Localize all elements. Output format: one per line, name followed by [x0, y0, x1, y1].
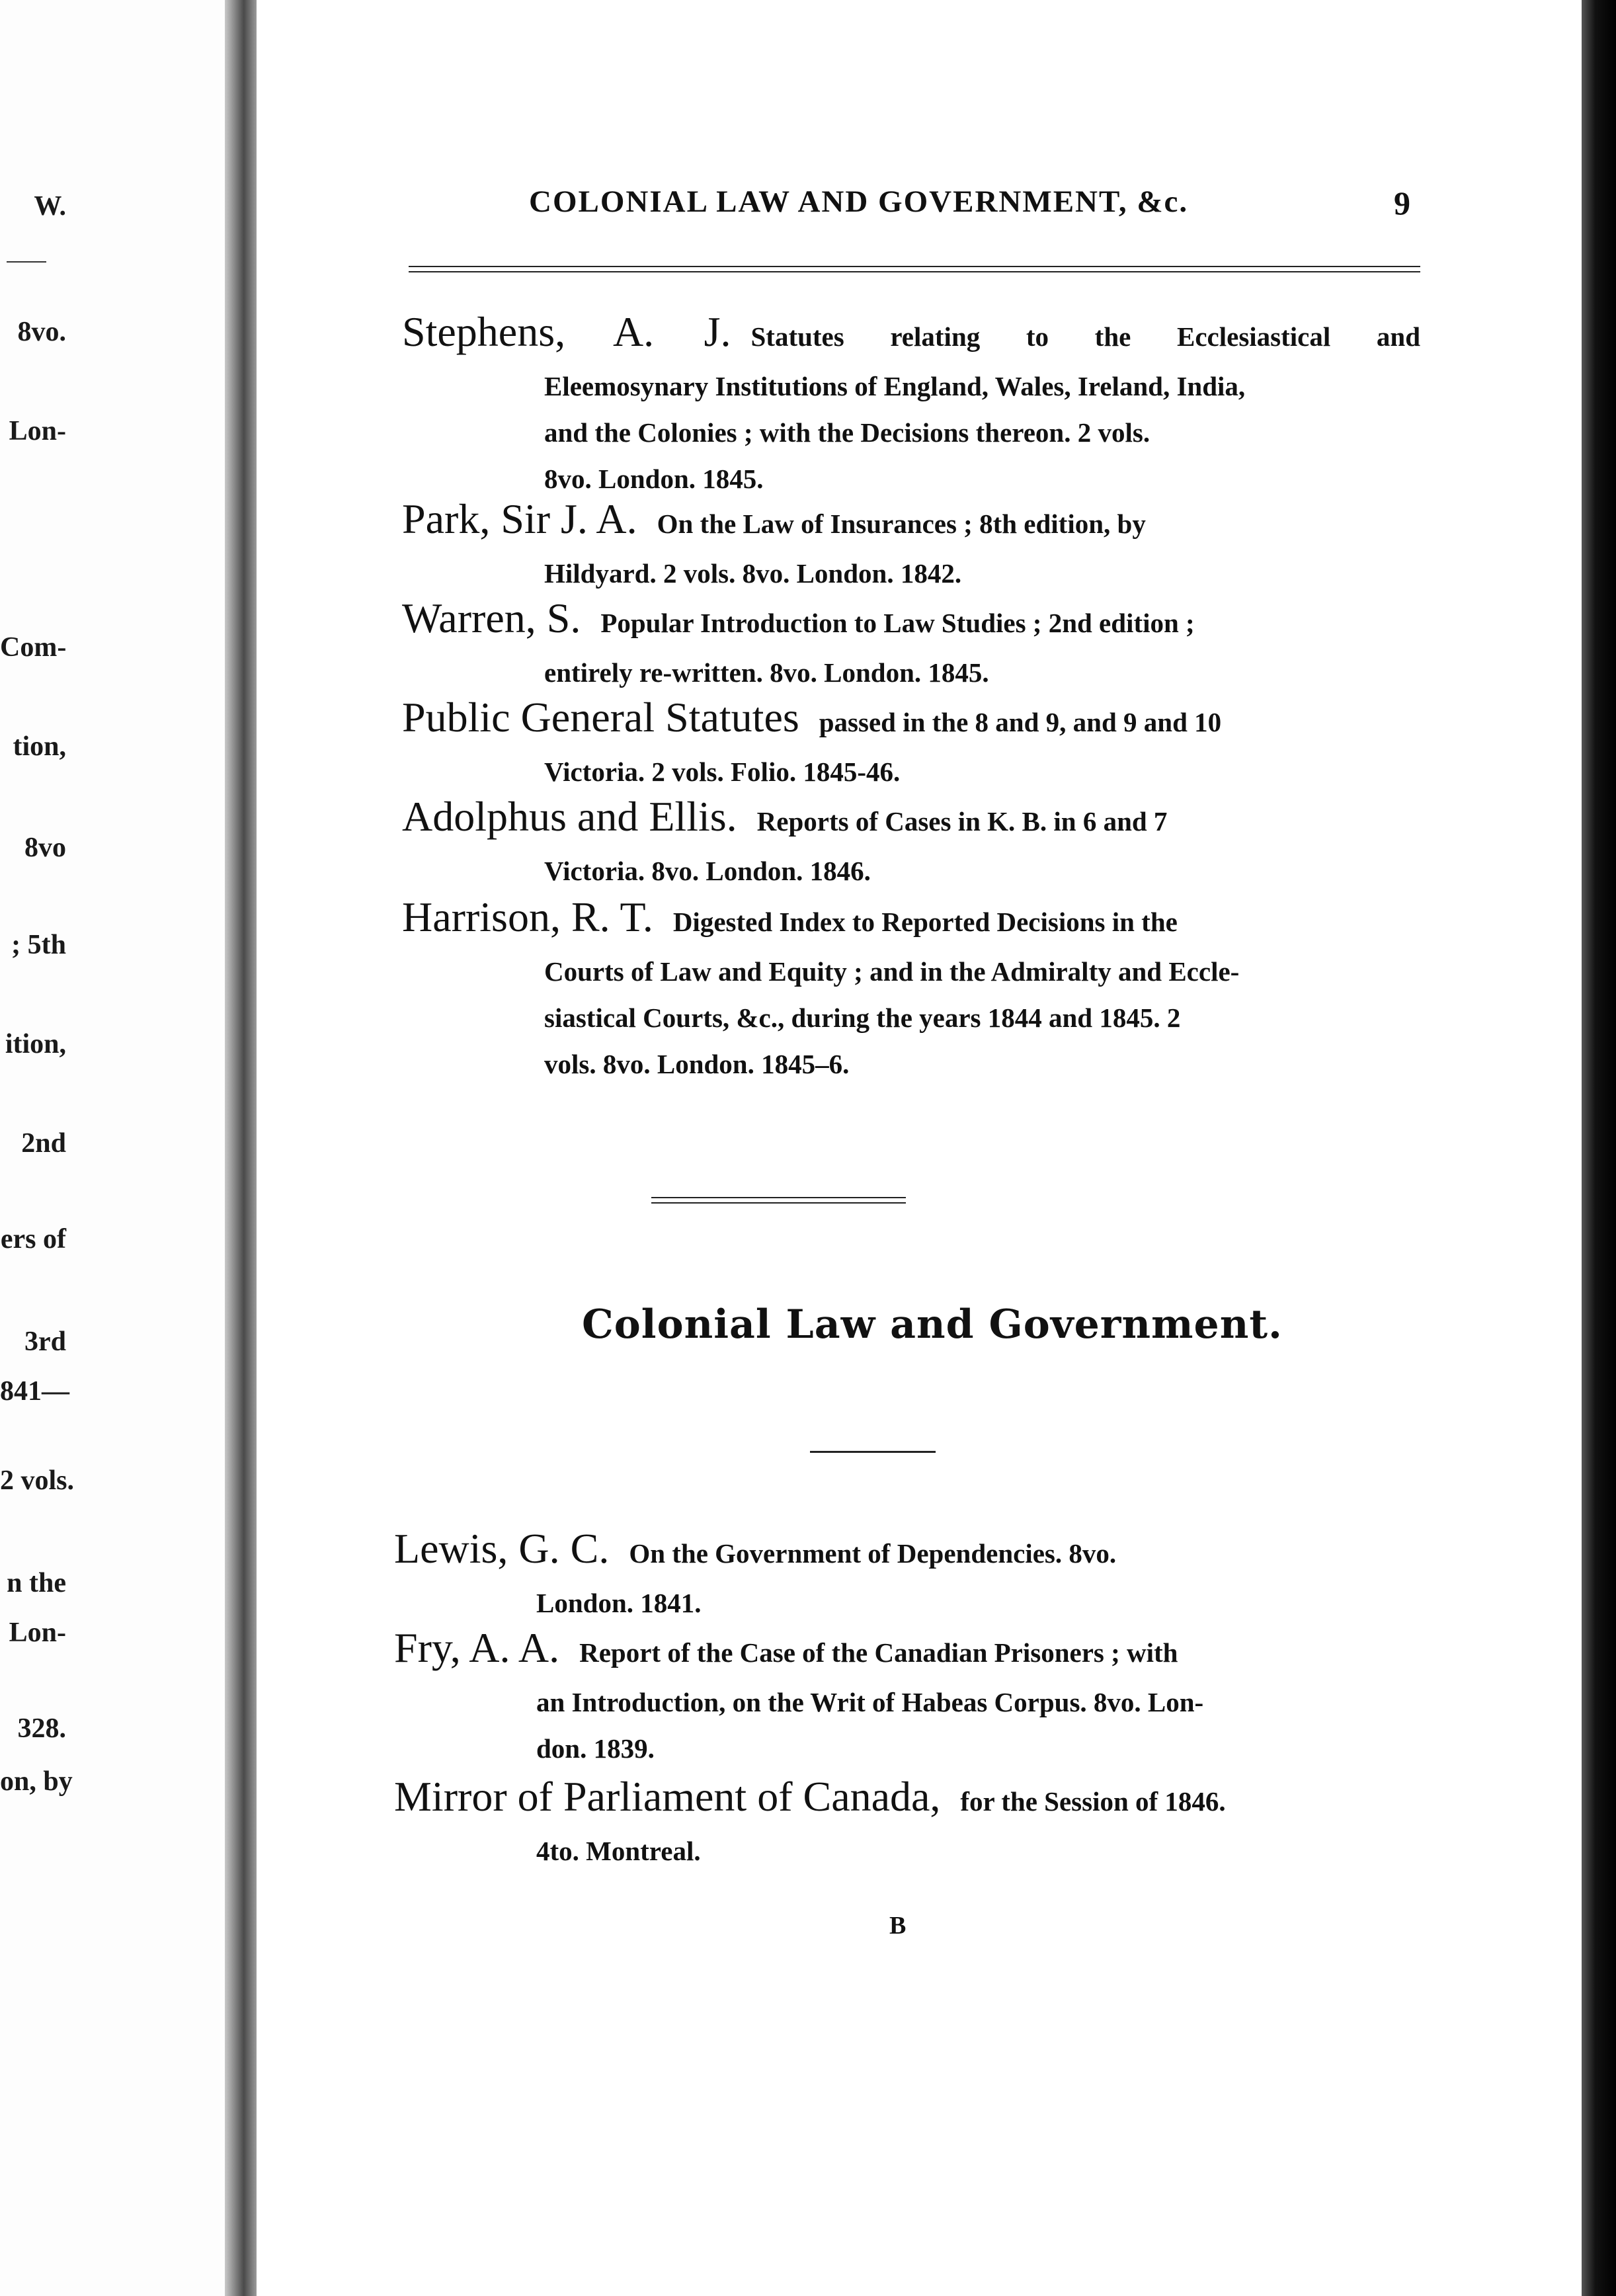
fragment-line: 841— — [0, 1376, 69, 1407]
fragment-line: 2nd — [21, 1128, 66, 1159]
fragment-line: Lon- — [9, 1618, 66, 1648]
entry-author: Public General Statutes — [402, 694, 799, 741]
entry-author: Harrison, R. T. — [402, 893, 653, 940]
page-gutter — [225, 0, 257, 2296]
entry-line: don. 1839. — [536, 1733, 655, 1764]
entry-text: passed in the 8 and 9, and 9 and 10 — [819, 707, 1222, 737]
entry-line: Courts of Law and Equity ; and in the Admiralty and Eccle- — [544, 956, 1240, 987]
entry-line: Eleemosynary Institutions of England, Wales, Ireland, India, — [544, 371, 1246, 401]
entry-first-line — [394, 1623, 1178, 1672]
fragment-line: on, by — [0, 1766, 73, 1797]
entry-author: Warren, S. — [402, 594, 581, 641]
fragment-line: Lon- — [9, 416, 66, 446]
entry-first-line — [394, 1772, 1226, 1821]
entry-line: an Introduction, on the Writ of Habeas Corpus. 8vo. Lon- — [536, 1687, 1204, 1717]
fragment-line: 8vo — [24, 833, 66, 863]
fragment-line: 3rd — [24, 1327, 66, 1357]
entry-author: Stephens, A. J. — [402, 308, 731, 355]
entry-first-line — [402, 594, 1195, 643]
fragment-line: tion, — [13, 731, 66, 762]
entry-first-line — [402, 693, 1221, 742]
entry-text: On the Government of Dependencies. 8vo. — [629, 1538, 1117, 1569]
entry-line: Hildyard. 2 vols. 8vo. London. 1842. — [544, 558, 962, 589]
entry-line: London. 1841. — [536, 1588, 702, 1618]
entry-author: Lewis, G. C. — [394, 1525, 610, 1572]
fragment-line: 2 vols. — [0, 1465, 75, 1496]
entry-author: Fry, A. A. — [394, 1624, 560, 1671]
section-rule — [651, 1197, 906, 1204]
entry-author: Adolphus and Ellis. — [402, 793, 737, 840]
entry-author: Park, Sir J. A. — [402, 495, 637, 542]
entry-author: Mirror of Parliament of Canada, — [394, 1773, 941, 1820]
entry-first-line — [402, 308, 1420, 356]
entry-line: Victoria. 8vo. London. 1846. — [544, 856, 871, 886]
fragment-rule — [7, 261, 46, 263]
entry-line: and the Colonies ; with the Decisions thereon. 2 vols. — [544, 417, 1151, 448]
fragment-line: 8vo. — [17, 317, 66, 347]
section-heading: Colonial Law and Government. — [582, 1301, 1283, 1348]
entry-text: Statutes relating to the Ecclesiastical and — [750, 321, 1420, 352]
fragment-line: n the — [7, 1568, 66, 1598]
scan-edge — [1582, 0, 1616, 2296]
entry-text: On the Law of Insurances ; 8th edition, by — [657, 509, 1146, 539]
entry-line: vols. 8vo. London. 1845–6. — [544, 1049, 850, 1079]
entry-line: 8vo. London. 1845. — [544, 464, 764, 494]
entry-text: Reports of Cases in K. B. in 6 and 7 — [756, 806, 1168, 837]
fragment-line: Com- — [0, 632, 67, 663]
entry-line: Victoria. 2 vols. Folio. 1845-46. — [544, 757, 901, 787]
section-rule — [810, 1451, 936, 1453]
fragment-line: ition, — [5, 1029, 66, 1059]
entry-line: entirely re-written. 8vo. London. 1845. — [544, 657, 989, 688]
entry-text: for the Session of 1846. — [960, 1786, 1226, 1817]
page-number: 9 — [1394, 184, 1410, 222]
fragment-line: 328. — [17, 1713, 66, 1744]
entry-first-line — [402, 893, 1178, 942]
running-header: COLONIAL LAW AND GOVERNMENT, &c. — [529, 184, 1189, 219]
fragment-line: ; 5th — [11, 930, 66, 960]
entry-text: Popular Introduction to Law Studies ; 2nd edition ; — [600, 608, 1195, 638]
signature-mark: B — [889, 1912, 907, 1940]
header-rule — [409, 266, 1420, 272]
entry-line: siastical Courts, &c., during the years 1844 and 1845. 2 — [544, 1003, 1181, 1033]
entry-text: Digested Index to Reported Decisions in the — [672, 907, 1178, 937]
entry-text: Report of the Case of the Canadian Prisoners ; with — [579, 1637, 1178, 1668]
fragment-line: ers of — [0, 1224, 66, 1254]
entry-first-line — [402, 495, 1146, 544]
facing-page-fragment — [0, 0, 228, 2296]
entry-first-line — [394, 1524, 1116, 1573]
entry-line: 4to. Montreal. — [536, 1836, 701, 1866]
fragment-line: W. — [34, 191, 66, 222]
entry-first-line — [402, 792, 1167, 841]
